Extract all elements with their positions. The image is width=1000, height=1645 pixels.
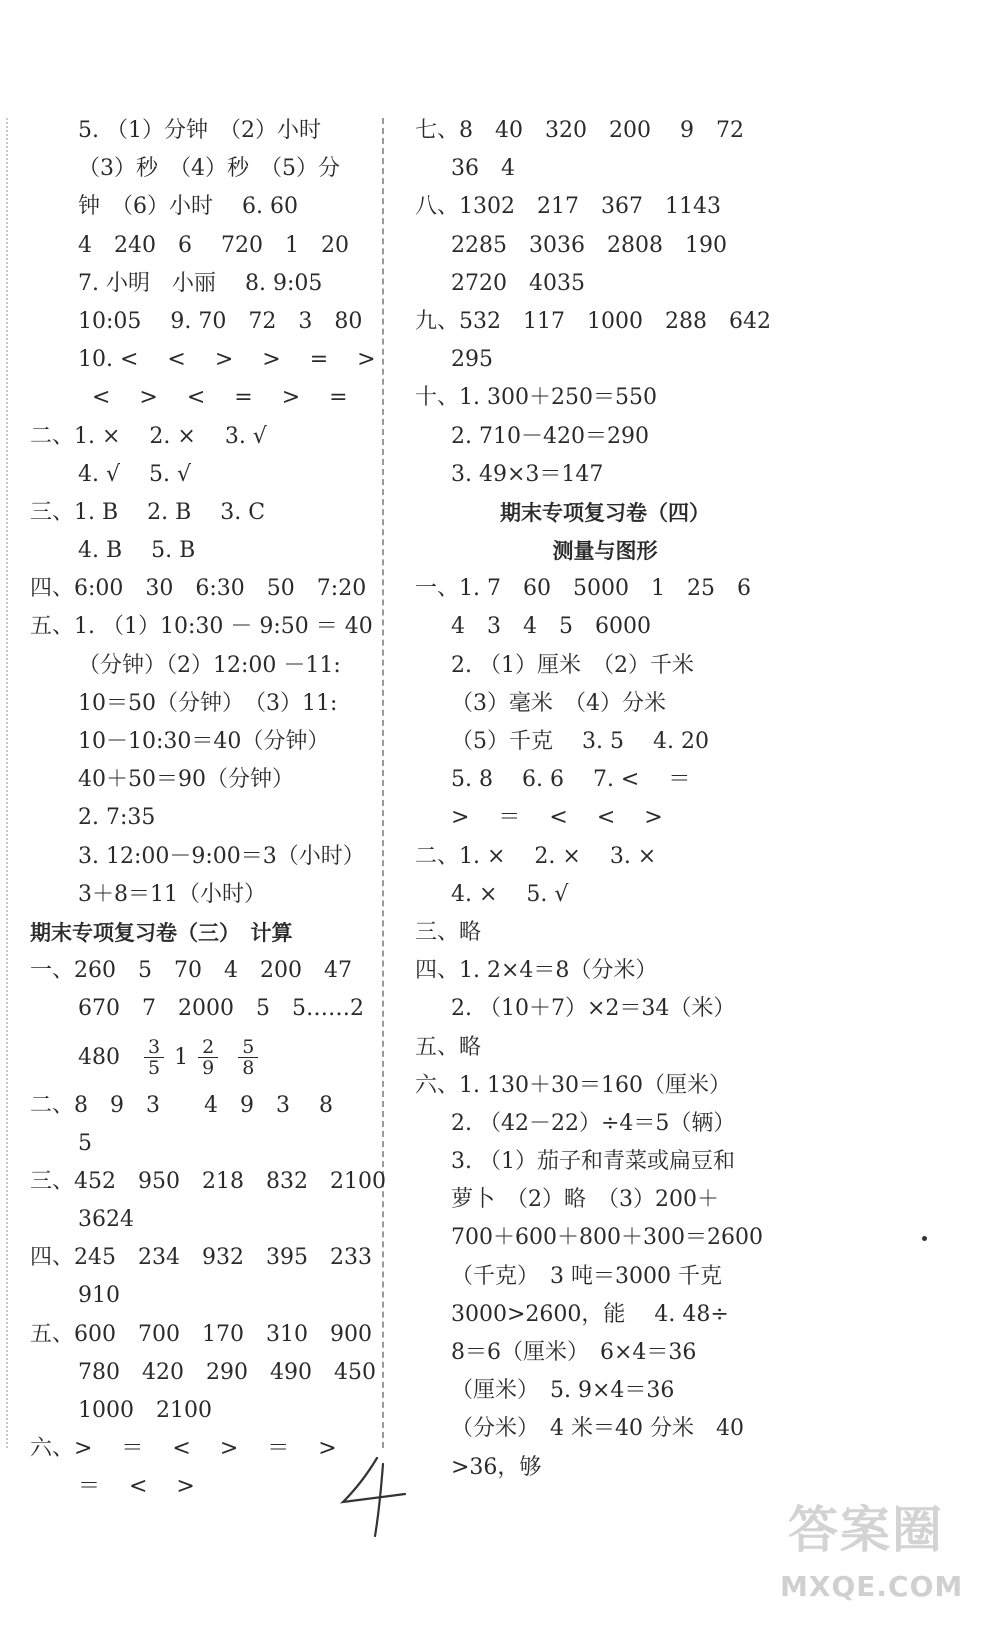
fraction-denominator: 5 (148, 1057, 161, 1079)
answer-line: 3000>2600，能 4. 48÷ (451, 1301, 729, 1327)
answer-line: 八、1302 217 367 1143 (415, 194, 721, 220)
answer-line: 910 (78, 1283, 120, 1309)
watermark-logo: 答案圈 (788, 1501, 944, 1559)
fraction-denominator: 9 (202, 1057, 215, 1079)
fraction-numerator: 5 (238, 1037, 258, 1058)
answer-line: 九、532 117 1000 288 642 (415, 308, 771, 334)
answer-line: 1000 2100 (78, 1398, 212, 1423)
answer-line: >36，够 (451, 1454, 542, 1480)
answer-line: 4. × 5. √ (451, 881, 569, 907)
answer-line: 2. 710－420＝290 (451, 423, 649, 449)
fraction-numerator: 3 (144, 1037, 164, 1058)
answer-line: 8＝6（厘米） 6×4＝36 (451, 1340, 697, 1365)
section-heading: 期末专项复习卷（四） (500, 500, 710, 525)
answer-line: 295 (451, 347, 493, 373)
answer-line: 3624 (78, 1207, 134, 1233)
answer-line: 4 240 6 720 1 20 (78, 232, 349, 258)
answer-line: （厘米） 5. 9×4＝36 (451, 1378, 675, 1404)
answer-line: 五、1. （1）10:30 － 9:50 ＝ 40 (30, 614, 373, 640)
answer-line: （分钟）（2）12:00 －11: (78, 652, 341, 678)
answer-line: 10－10:30＝40（分钟） (78, 729, 330, 754)
answer-line: 六、1. 130＋30＝160（厘米） (415, 1072, 731, 1098)
answer-line: 10:05 9. 70 72 3 80 (78, 308, 363, 334)
answer-line: 七、8 40 320 200 9 72 (415, 118, 744, 143)
answer-text: 1 (174, 1044, 189, 1070)
handwritten-page-number (335, 1450, 425, 1540)
answer-line: 十、1. 300＋250＝550 (415, 385, 657, 411)
answer-line: 一、260 5 70 4 200 47 (30, 958, 352, 984)
answer-line: 10. < < > > = > (78, 347, 376, 373)
page-edge-line (6, 118, 8, 1448)
answer-line: （5）千克 3. 5 4. 20 (451, 729, 709, 754)
answer-line: 五、略 (415, 1034, 482, 1060)
watermark (780, 1490, 990, 1630)
answer-line: 5. 8 6. 6 7. < ＝ (451, 767, 691, 793)
answer-line: 7. 小明 小丽 8. 9:05 (78, 270, 323, 296)
left-column (30, 112, 390, 1507)
answer-line: < > < = > = (78, 385, 348, 411)
answer-line: 二、1. × 2. × 3. × (415, 843, 657, 869)
answer-line: 萝卜 （2）略 （3）200＋ (451, 1187, 719, 1213)
answer-line: 670 7 2000 5 5……2 (78, 996, 364, 1022)
answer-line: 700＋600＋800＋300＝2600 (451, 1225, 763, 1251)
answer-line: 六、> ＝ < > ＝ > (30, 1436, 337, 1462)
fraction (144, 1037, 164, 1078)
section-heading: 期末专项复习卷（三） 计算 (30, 920, 293, 945)
answer-line: > ＝ < < > (451, 805, 663, 831)
answer-line: 4 3 4 5 6000 (451, 614, 651, 640)
fraction (198, 1037, 218, 1078)
right-column (415, 112, 795, 1487)
answer-line: 三、452 950 218 832 2100 (30, 1168, 386, 1194)
answer-line: （分米） 4 米＝40 分米 40 (451, 1416, 744, 1442)
answer-line: 三、略 (415, 919, 482, 945)
answer-line: 5. （1）分钟 （2）小时 (78, 118, 321, 143)
answer-line: 3. （1）茄子和青菜或扁豆和 (451, 1149, 735, 1175)
answer-line: 四、245 234 932 395 233 (30, 1245, 372, 1271)
fraction (238, 1037, 258, 1078)
answer-line: 二、1. × 2. × 3. √ (30, 423, 267, 449)
answer-line: 4. √ 5. √ (78, 461, 191, 487)
answer-line: 三、1. B 2. B 3. C (30, 499, 266, 525)
answer-line: 2285 3036 2808 190 (451, 232, 727, 258)
answer-line (30, 1029, 390, 1087)
answer-line: 四、1. 2×4＝8（分米） (415, 958, 658, 984)
answer-line: 4. B 5. B (78, 538, 196, 564)
answer-line: 四、6:00 30 6:30 50 7:20 (30, 576, 367, 602)
answer-line: （3）秒 （4）秒 （5）分 (78, 156, 340, 182)
answer-line: ＝ < > (78, 1474, 195, 1500)
answer-line: （千克） 3 吨＝3000 千克 (451, 1263, 722, 1289)
answer-line: 二、8 9 3 4 9 3 8 (30, 1092, 333, 1118)
answer-line: 2. （1）厘米 （2）千米 (451, 652, 694, 678)
section-heading: 测量与图形 (552, 539, 658, 564)
answer-text: 480 (78, 1044, 120, 1070)
answer-line: 3. 12:00－9:00＝3（小时） (78, 843, 365, 869)
fraction-denominator: 8 (242, 1057, 255, 1079)
answer-line: 5 (78, 1130, 92, 1156)
answer-line: 3＋8＝11（小时） (78, 881, 266, 907)
answer-line: 2720 4035 (451, 270, 585, 296)
answer-line: 2. （10＋7）×2＝34（米） (451, 996, 736, 1022)
answer-line: 2. （42－22）÷4＝5（辆） (451, 1110, 736, 1136)
answer-line: （3）毫米 （4）分米 (451, 690, 666, 716)
answer-line: 2. 7:35 (78, 805, 156, 831)
answer-line: 10＝50（分钟） （3）11: (78, 690, 338, 716)
answer-line: 3. 49×3＝147 (451, 461, 604, 487)
fraction-numerator: 2 (198, 1037, 218, 1058)
answer-line: 一、1. 7 60 5000 1 25 6 (415, 576, 751, 602)
watermark-url: MXQE.COM (780, 1570, 964, 1603)
answer-line: 780 420 290 490 450 (78, 1359, 376, 1385)
answer-line: 钟 （6）小时 6. 60 (78, 194, 298, 220)
answer-line: 40＋50＝90（分钟） (78, 767, 294, 793)
answer-line: 五、600 700 170 310 900 (30, 1321, 372, 1347)
speck-mark (922, 1236, 927, 1241)
answer-line: 36 4 (451, 156, 515, 182)
